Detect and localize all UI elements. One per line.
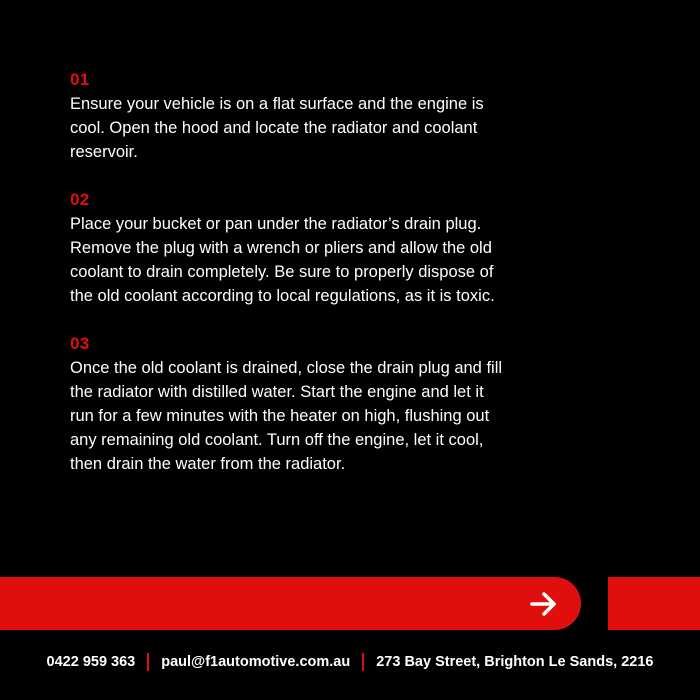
accent-block [608, 577, 700, 630]
arrow-right-icon [528, 588, 560, 620]
next-button[interactable] [0, 577, 581, 630]
step-number: 03 [70, 334, 90, 353]
contact-footer [0, 649, 700, 675]
step-item [70, 188, 510, 308]
steps-list [70, 68, 510, 500]
step-item [70, 332, 510, 476]
footer-divider [362, 653, 364, 671]
step-text: Once the old coolant is drained, close the drain plug and fill the radiator with distilled water. Start the engine and let it run for a few minutes with the heater on high, flushing out any remaining old coolant. Turn off the engine, let it cool, then drain the water from the radiator. [70, 359, 503, 473]
footer-divider [147, 653, 149, 671]
step-number: 02 [70, 190, 90, 209]
address-text: 273 Bay Street, Brighton Le Sands, 2216 [376, 654, 654, 670]
step-text: Place your bucket or pan under the radiator’s drain plug. Remove the plug with a wrench or pliers and allow the old coolant to drain completely. Be sure to properly dispose of the old coolant according to local regulations, as it is toxic. [70, 215, 495, 305]
phone-link[interactable]: 0422 959 363 [46, 654, 136, 670]
step-text: Ensure your vehicle is on a flat surface and the engine is cool. Open the hood and locate the radiator and coolant reservoir. [70, 95, 484, 161]
step-item [70, 68, 510, 164]
step-number: 01 [70, 70, 90, 89]
email-link[interactable]: paul@f1automotive.com.au [161, 654, 351, 670]
